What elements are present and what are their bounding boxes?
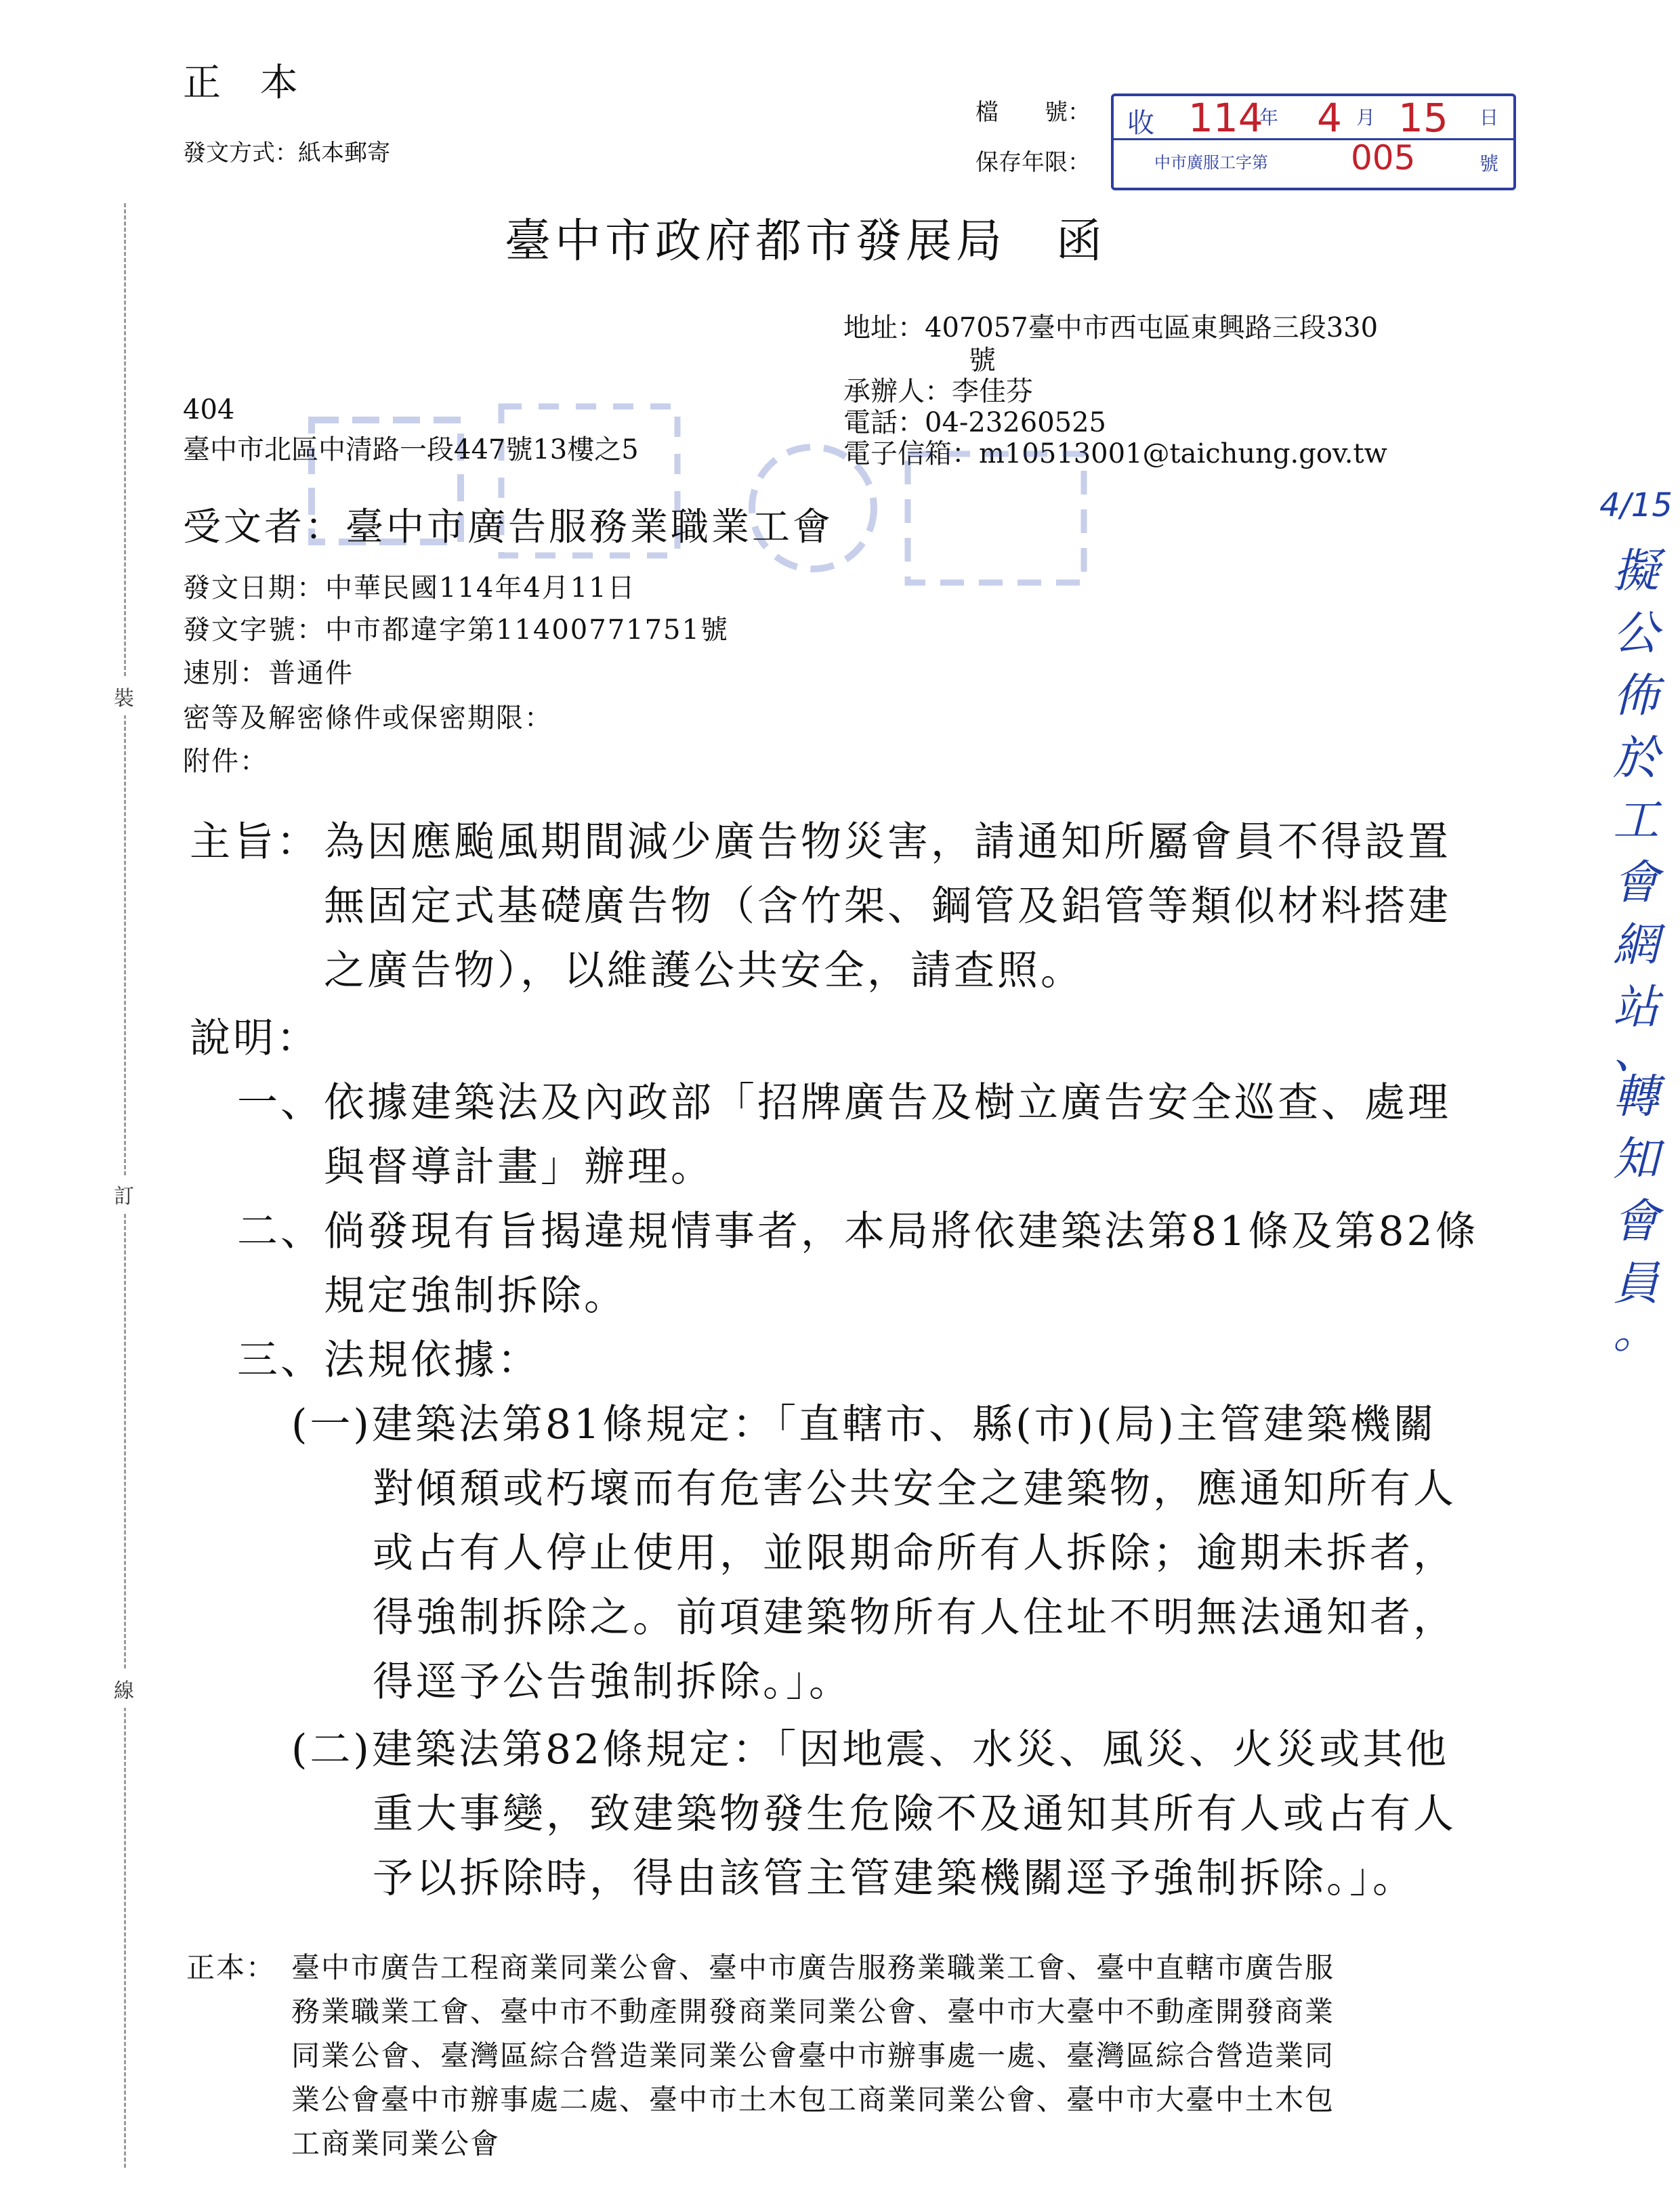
reference-number: 發文字號：中市都違字第11400771751號: [183, 614, 729, 646]
binding-mark-zhuang: 裝: [114, 677, 134, 715]
handwritten-char: 員: [1612, 1257, 1659, 1311]
explanation-item-3: 三、法規依據：: [237, 1337, 541, 1384]
handwritten-char: 轉: [1612, 1070, 1659, 1124]
explanation-item-2: 二、倘發現有旨揭違規情事者，本局將依建築法第81條及第82條: [237, 1208, 1479, 1255]
handwritten-char: 知: [1612, 1133, 1659, 1186]
handwritten-char: 、: [1612, 1026, 1659, 1079]
cc-line: 業公會臺中市辦事處二處、臺中市土木包工商業同業公會、臺中市大臺中土木包: [291, 2083, 1335, 2116]
email: 電子信箱：m10513001@taichung.gov.tw: [843, 438, 1387, 469]
explanation-label: 說明：: [190, 1015, 320, 1062]
stamp-month: 4: [1317, 95, 1342, 141]
regulation-81-line: 或占有人停止使用，並限期命所有人拆除；逾期未拆者，: [373, 1530, 1456, 1577]
handwritten-note: [1599, 474, 1673, 1359]
regulation-82-line: 重大事變，致建築物發生危險不及通知其所有人或占有人: [373, 1790, 1456, 1838]
attachment: 附件：: [183, 746, 268, 777]
handwritten-char: 會: [1612, 856, 1659, 910]
stamp-year-unit: 年: [1259, 106, 1279, 129]
handwritten-char: 公: [1612, 607, 1659, 660]
retention-label: 保存年限：: [975, 149, 1091, 176]
regulation-81-line: 得強制拆除之。前項建築物所有人住址不明無法通知者，: [373, 1594, 1456, 1641]
contact-person: 承辦人：李佳芬: [843, 376, 1033, 407]
handwritten-char: 擬: [1612, 545, 1659, 598]
handwritten-char: 佈: [1612, 669, 1659, 723]
stamp-day: 15: [1398, 95, 1448, 141]
page-title: 臺中市政府都市發展局 函: [505, 215, 1107, 268]
stamp-number-unit: 號: [1479, 152, 1499, 175]
handwritten-char: 網: [1612, 919, 1659, 972]
issue-date: 發文日期：中華民國114年4月11日: [183, 572, 636, 604]
cc-line: 同業公會、臺灣區綜合營造業同業公會臺中市辦事處一處、臺灣區綜合營造業同: [291, 2039, 1335, 2072]
recipient-name: 受文者：臺中市廣告服務業職業工會: [183, 505, 833, 549]
cc-line: 臺中市廣告工程商業同業公會、臺中市廣告服務業職業工會、臺中直轄市廣告服: [291, 1951, 1335, 1984]
binding-mark-ding: 訂: [114, 1175, 134, 1213]
address-line-1: 地址：407057臺中市西屯區東興路三段330: [843, 312, 1379, 343]
subject-line: 為因應颱風期間減少廣告物災害，請通知所屬會員不得設置: [324, 818, 1451, 866]
regulation-81-line: 對傾頹或朽壞而有危害公共安全之建築物，應通知所有人: [373, 1465, 1456, 1513]
stamp-month-unit: 月: [1356, 106, 1376, 129]
handwritten-char: 於: [1612, 732, 1659, 785]
handwritten-date: 4/15: [1599, 486, 1673, 524]
regulation-81-line: 得逕予公告強制拆除。」。: [373, 1658, 852, 1706]
binding-mark-xian: 線: [114, 1670, 134, 1708]
cc-line: 工商業同業公會: [291, 2127, 501, 2160]
regulation-82-line: 予以拆除時，得由該管主管建築機關逕予強制拆除。」。: [373, 1855, 1416, 1902]
regulation-82: (二)建築法第82條規定：「因地震、水災、風災、火災或其他: [291, 1726, 1450, 1773]
regulation-81: (一)建築法第81條規定：「直轄市、縣(市)(局)主管建築機關: [291, 1401, 1437, 1448]
cc-line: 務業職業工會、臺中市不動產開發商業同業公會、臺中市大臺中不動產開發商業: [291, 1995, 1335, 2028]
stamp-day-unit: 日: [1479, 106, 1499, 129]
received-stamp: [1111, 93, 1516, 190]
copy-type: 正 本: [183, 61, 312, 105]
subject-line: 無固定式基礎廣告物（含竹架、鋼管及鋁管等類似材料搭建: [324, 883, 1451, 930]
recipient-address: 臺中市北區中清路一段447號13樓之5: [183, 434, 639, 465]
explanation-item-1: 一、依據建築法及內政部「招牌廣告及樹立廣告安全巡查、處理: [237, 1079, 1451, 1127]
delivery-speed: 速別：普通件: [183, 658, 354, 689]
cc-label: 正本：: [186, 1951, 276, 1984]
phone: 電話：04-23260525: [843, 407, 1107, 438]
subject-label: 主旨：: [190, 818, 320, 866]
handwritten-char: 。: [1612, 1305, 1659, 1359]
stamp-number: 005: [1351, 138, 1416, 177]
stamp-received: 收: [1127, 108, 1154, 139]
stamp-year: 114: [1188, 95, 1263, 141]
explanation-item-2-cont: 規定強制拆除。: [324, 1272, 627, 1320]
handwritten-char: 工: [1612, 794, 1659, 847]
handwritten-char: 會: [1612, 1195, 1659, 1248]
stamp-org: 中市廣服工字第: [1154, 153, 1268, 172]
subject-line: 之廣告物），以維護公共安全，請查照。: [324, 947, 1084, 994]
explanation-item-1-cont: 與督導計畫」辦理。: [324, 1143, 714, 1191]
secrecy-level: 密等及解密條件或保密期限：: [183, 702, 553, 734]
address-line-2: 號: [969, 345, 996, 376]
handwritten-char: 站: [1612, 981, 1659, 1034]
file-number-label: 檔 號：: [975, 99, 1091, 126]
send-method: 發文方式：紙本郵寄: [183, 140, 390, 167]
recipient-postcode: 404: [183, 394, 235, 425]
